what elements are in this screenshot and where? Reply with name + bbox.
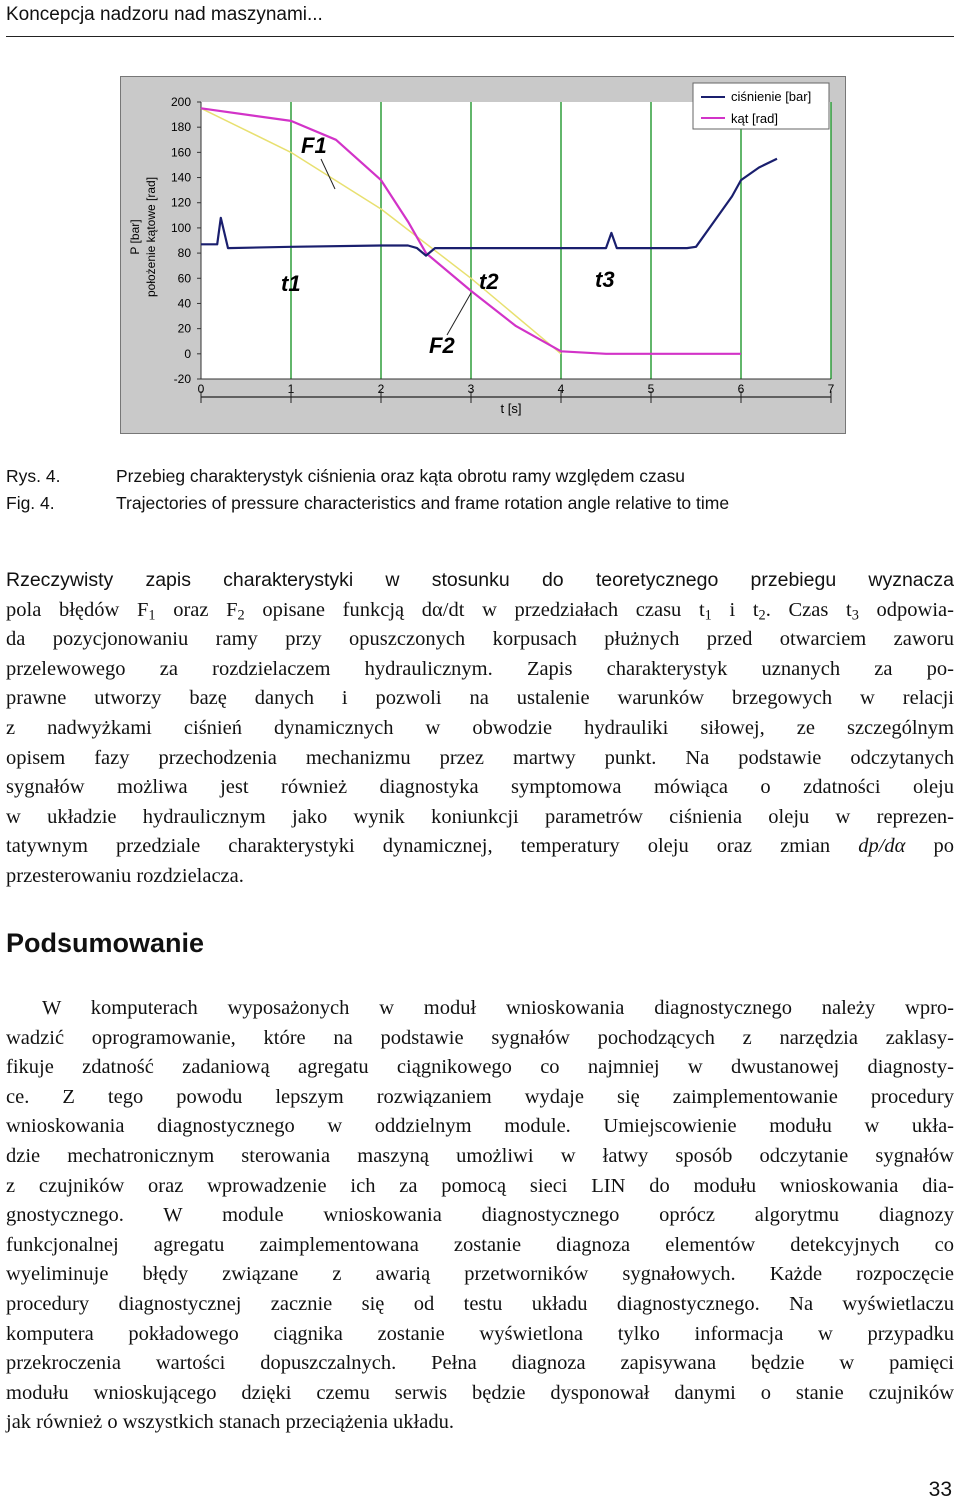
p2-line: wnioskowania diagnostycznego w oddzielnym module. Umiejscowienie modułu w ukła- (6, 1115, 954, 1138)
page-number: 33 (928, 1478, 952, 1501)
x-tick-label: 5 (647, 382, 655, 396)
caption-text-pl: Przebieg charakterystyk ciśnienia oraz kąta obrotu ramy względem czasu (116, 466, 685, 486)
y-tick-label: 80 (177, 246, 191, 261)
p2-line: jak również o wszystkich stanach przeciążenia układu. (6, 1411, 454, 1434)
annotation-f2: F2 (429, 333, 455, 358)
p1-line: tatywnym przedziale charakterystyki dynamicznej, temperatury oleju oraz zmian dp/dα po (6, 835, 955, 858)
p2-line: gnostycznego. W module wnioskowania diagnostycznego oprócz algorytmu diagnozy (6, 1204, 954, 1227)
x-tick-label: 3 (467, 382, 475, 396)
y-tick-label: 120 (170, 195, 191, 210)
caption-text-en: Trajectories of pressure characteristics and frame rotation angle relative to time (116, 493, 730, 513)
y-tick-label: 60 (177, 271, 191, 286)
p2-line: procedury diagnostycznej zacznie się od testu układu diagnostycznego. Na wyświetlaczu (6, 1292, 954, 1315)
y-tick-label: 40 (177, 296, 191, 311)
p1-line: przesterowaniu rozdzielacza. (6, 864, 244, 887)
paragraph-2 (6, 994, 954, 1438)
figure-caption (6, 463, 729, 517)
y-tick-label: 140 (170, 170, 191, 185)
y-tick-label: 0 (184, 346, 191, 361)
figure-chart (120, 76, 846, 434)
x-tick-label: 4 (557, 382, 565, 396)
p1-line: przelewowego za rozdzielaczem hydraulicznym. Zapis charakterystyk uznanych za po- (6, 657, 954, 680)
x-tick-label: 6 (737, 382, 745, 396)
plot-background (201, 102, 831, 379)
x-tick-label: 2 (377, 382, 385, 396)
annotation-t1: t1 (281, 271, 301, 296)
y-axis-label-2: położenie kątowe [rad] (144, 176, 158, 298)
x-tick-label: 7 (827, 382, 835, 396)
y-tick-label: 160 (170, 145, 191, 160)
p2-line: dzie mechatronicznym sterowania maszyną umożliwi w łatwy sposób odczytanie sygnałów (6, 1144, 954, 1167)
y-axis-label: P [bar] (128, 219, 142, 255)
y-tick-label: 200 (170, 95, 191, 109)
header-rule (6, 36, 954, 37)
annotation-f1: F1 (301, 133, 327, 158)
y-tick-label: -20 (173, 372, 191, 386)
p1-line: opisem fazy przechodzenia mechanizmu przez martwy punkt. Na podstawie odczytanych (6, 746, 954, 769)
p2-line: funkcjonalnej agregatu zaimplementowana zostanie diagnoza elementów detekcyjnych co (6, 1233, 954, 1256)
p2-line: z czujników oraz wprowadzenie ich za pomocą sieci LIN do modułu wnioskowania dia- (6, 1174, 954, 1197)
p2-line: ce. Z tego powodu lepszym rozwiązaniem wydaje się zaimplementowanie procedury (6, 1085, 954, 1108)
caption-label-rys: Rys. 4. (6, 466, 61, 486)
y-tick-label: 180 (170, 120, 191, 135)
y-tick-label: 20 (177, 321, 191, 336)
caption-row-en (6, 490, 729, 517)
legend-label-kat: kąt [rad] (731, 111, 778, 126)
running-header: Koncepcja nadzoru nad maszynami... (6, 4, 323, 25)
p2-line: komputera pokładowego ciągnika zostanie wyświetlona tylko informacja w przypadku (6, 1322, 954, 1345)
p1-line: prawne utworzy bazę danych i pozwoli na ustalenie warunków brzegowych w relacji (6, 687, 954, 710)
p1-line: Rzeczywisty zapis charakterystyki w stosunku do teoretycznego przebiegu wyznacza (6, 569, 954, 591)
p2-line: wyeliminuje błędy związane z awarią przetworników sygnałowych. Każde rozpoczęcie (6, 1263, 954, 1286)
x-tick-label: 1 (287, 382, 295, 396)
p2-line: W komputerach wyposażonych w moduł wnioskowania diagnostycznego należy wpro- (42, 997, 954, 1019)
section-heading: Podsumowanie (6, 928, 205, 958)
caption-row-pl (6, 463, 729, 490)
p1-line: z nadwyżkami ciśnień dynamicznych w obwodzie hydrauliki siłowej, ze szczególnym (6, 716, 954, 739)
p1-line: sygnałów możliwa jest również diagnostyka symptomowa mówiąca o zdatności oleju (6, 776, 954, 799)
p1-line: w układzie hydraulicznym jako wynik koniunkcji parametrów ciśnienia oleju w reprezen- (6, 805, 954, 828)
p2-line: fikuje zdatność zadaniową agregatu ciągnikowego co najmniej w dwustanowej diagnosty- (6, 1056, 954, 1079)
annotation-t2: t2 (479, 269, 499, 294)
legend-label-cisnienie: ciśnienie [bar] (731, 89, 812, 104)
paragraph-1 (6, 566, 954, 892)
y-tick-label: 100 (170, 220, 191, 235)
p2-line: przekroczenia wartości dopuszczalnych. Pełna diagnoza zapisywana będzie w pamięci (6, 1352, 954, 1375)
p1-line: da pozycjonowaniu ramy przy opuszczonych korpusach płużnych przed otwarciem zaworu (6, 628, 954, 651)
caption-label-fig: Fig. 4. (6, 493, 55, 513)
p1-line: pola błędów $F_1$ oraz $F_2$ opisane funkcją dα/dt w przedziałach czasu $t_1$ i $t_2$. Czas $t_3$ odpowia- (6, 598, 954, 624)
x-tick-label: 0 (197, 382, 205, 396)
p2-line: wadzić oprogramowanie, które na podstawie sygnałów pochodzących z narzędzia zaklasy- (6, 1026, 954, 1049)
x-axis-label: t [s] (500, 401, 522, 416)
annotation-t3: t3 (595, 267, 615, 292)
chart-svg (121, 77, 845, 433)
p2-line: modułu wnioskującego dzięki czemu serwis będzie dysponował danymi o stanie czujników (6, 1381, 954, 1404)
